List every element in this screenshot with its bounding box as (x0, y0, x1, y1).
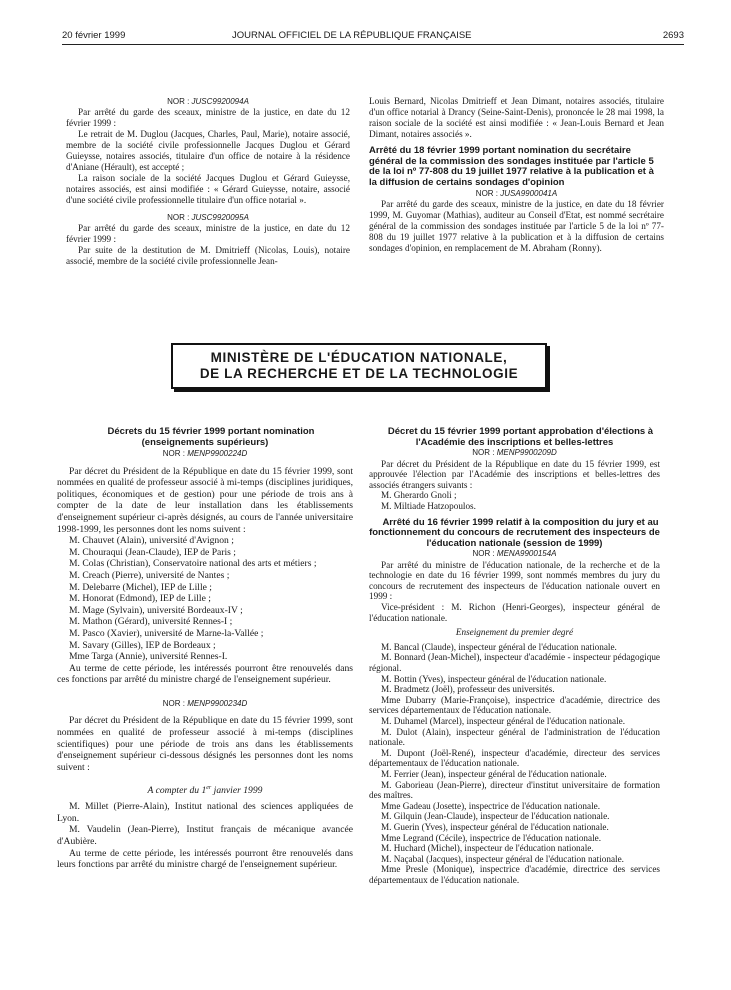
ministry-line-1: MINISTÈRE DE L'ÉDUCATION NATIONALE, (210, 350, 508, 365)
header-journal: JOURNAL OFFICIEL DE LA RÉPUBLIQUE FRANÇAISE (232, 30, 472, 41)
article-title: Décret du 15 février 1999 portant approbation d'élections à l'Académie des inscriptions et belles-lettres (387, 426, 654, 448)
nor-label: NOR : MENP9900209D (472, 448, 557, 457)
paragraph: Louis Bernard, Nicolas Dmitrieff et Jean Dimant, notaires associés, titulaire d'un office notarial à Drancy (Seine-Saint-Denis), prononcée le 28 mai 1998, la raison sociale de la société est ainsi modifiée : « Jean-Louis Bernard et Jean Dimant, notaires associés ». (369, 96, 664, 139)
list-item: M. Bottin (Yves), inspecteur général de l'éducation nationale. (381, 673, 607, 684)
ministry-line-2: DE LA RECHERCHE ET DE LA TECHNOLOGIE (199, 366, 519, 381)
header-page-number: 2693 (662, 30, 684, 41)
paragraph: Par arrêté du garde des sceaux, ministre de la justice, en date du 12 février 1999 : (66, 223, 350, 244)
list-item: M. Millet (Pierre-Alain), Institut national des sciences appliquées de Lyon. (57, 801, 353, 824)
section-subheading: A compter du 1er janvier 1999 (147, 785, 263, 797)
ministry-heading-box (171, 343, 547, 389)
list-item: M. Guerin (Yves), inspecteur général de l'éducation nationale. (381, 821, 609, 832)
list-item: M. Bonnard (Jean-Michel), inspecteur d'académie - inspecteur pédagogique régional. (369, 652, 660, 673)
paragraph: Vice-président : M. Richon (Henri-Georges), inspecteur général de l'éducation nationale. (369, 602, 660, 623)
list-item: Mme Gadeau (Josette), inspectrice de l'éducation nationale. (381, 800, 601, 811)
list-item: M. Gilquin (Jean-Claude), inspecteur de l'éducation nationale. (381, 811, 610, 822)
nor-label: NOR : MENP9900224D (162, 449, 248, 458)
list-item: Mme Legrand (Cécile), inspectrice de l'éducation nationale. (381, 832, 602, 843)
paragraph: La raison sociale de la société Jacques Duglou et Gérard Guieysse, notaires associés, est ainsi modifiée : « Gérard Guieysse, notaire, associé d'une société civile professionnelle titulaire d'un office notarial ». (66, 173, 350, 205)
list-item: M. Colas (Christian), Conservatoire national des arts et métiers ; (69, 558, 317, 570)
list-item: M. Bancal (Claude), inspecteur général de l'éducation nationale. (381, 641, 617, 652)
section-subheading: Enseignement du premier degré (455, 627, 574, 638)
list-item: M. Dupont (Joël-René), inspecteur d'académie, directeur des services départementaux de l'éducation nationale. (369, 747, 660, 769)
jury-member-list (369, 642, 660, 886)
nor-label: NOR : MENA9900154A (472, 549, 557, 559)
list-item: Mme Targa (Annie), université Rennes-I. (69, 651, 228, 663)
list-item: M. Miltiade Hatzopoulos. (381, 500, 476, 511)
list-item: M. Delebarre (Michel), IEP de Lille ; (69, 581, 212, 593)
paragraph: Par décret du Président de la République en date du 15 février 1999, sont nommées en qualité de professeur associé à mi-temps (disciplines scientifiques) pour une période de trois ans dans les établissements d'enseignement supérieur ci-dessous désignés les personnes dont les noms suivent : (57, 715, 353, 773)
nor-label: NOR : JUSA9900041A (475, 189, 558, 198)
list-item: M. Gaborieau (Jean-Pierre), directeur d'institut universitaire de formation des maîtres. (369, 779, 660, 801)
list-item: M. Huchard (Michel), inspecteur de l'éducation nationale. (381, 843, 594, 854)
list-item: M. Chauvet (Alain), université d'Avignon ; (69, 535, 234, 547)
header-date: 20 février 1999 (62, 30, 126, 41)
list-item: M. Honorat (Edmond), IEP de Lille ; (69, 593, 211, 605)
list-item: M. Pasco (Xavier), université de Marne-la-Vallée ; (69, 627, 264, 639)
list-item: M. Mathon (Gérard), université Rennes-I ; (69, 616, 233, 628)
bottom-right-column (369, 427, 660, 885)
list-item: M. Dulot (Alain), inspecteur général de l'administration de l'éducation nationale. (369, 726, 660, 748)
paragraph: Par arrêté du garde des sceaux, ministre de la justice, en date du 18 février 1999, M. Guyomar (Mathias), auditeur au Conseil d'Etat, est nommé secrétaire général de la commission des sondages instituée par l'article 5 de la loi nº 77-808 du 19 juillet 1977 relative à la publication et à la diffusion de certains sondages d'opinion, en remplacement de M. Abraham (Ronny). (369, 199, 664, 253)
list-item: M. Naçabal (Jacques), inspecteur général de l'éducation nationale. (381, 853, 624, 864)
top-left-column (66, 96, 350, 267)
nor-label: NOR : MENP9900234D (162, 698, 248, 708)
list-item: Mme Dubarry (Marie-Françoise), inspectrice d'académie, directrice des services départementaux de l'éducation nationale. (369, 694, 660, 716)
article-title: Arrêté du 16 février 1999 relatif à la composition du jury et au fonctionnement du concours de recrutement des inspecteurs de l'éducation nationale (session de 1999) (369, 516, 660, 549)
top-right-column (369, 96, 664, 254)
paragraph: Au terme de cette période, les intéressés pourront être renouvelés dans leurs fonctions par arrêté du ministre chargé de l'enseignement supérieur. (57, 847, 353, 871)
article-title: Décrets du 15 février 1999 portant nomination (enseignements supérieurs) (107, 426, 315, 448)
list-item: M. Bradmetz (Joël), professeur des universités. (381, 684, 555, 695)
list-item: M. Vaudelin (Jean-Pierre), Institut français de mécanique avancée d'Aubière. (57, 824, 353, 847)
appointee-list (57, 535, 353, 663)
list-item: M. Gherardo Gnoli ; (381, 490, 457, 501)
paragraph: Au terme de cette période, les intéressés pourront être renouvelés dans ces fonctions par arrêté du ministre chargé de l'enseignement supérieur. (57, 662, 353, 686)
appointee-list (57, 801, 353, 847)
list-item: M. Ferrier (Jean), inspecteur général de l'éducation nationale. (381, 768, 607, 779)
article-title: Arrêté du 18 février 1999 portant nomination du secrétaire général de la commission des sondages instituée par l'article 5 de la loi nº 77-808 du 19 juillet 1977 relative à la publication et à la diffusion de certains sondages d'opinion (369, 145, 654, 188)
paragraph: Le retrait de M. Duglou (Jacques, Charles, Paul, Marie), notaire associé, membre de la société civile professionnelle Jacques Duglou et Gérard Guieysse, notaires associés, titulaire d'un office de notaire à la résidence d'Aniane (Hérault), est accepté ; (66, 129, 350, 172)
list-item: M. Creach (Pierre), université de Nantes ; (69, 569, 230, 581)
page-header (62, 28, 684, 45)
bottom-left-column (57, 427, 353, 871)
list-item: M. Savary (Gilles), IEP de Bordeaux ; (69, 639, 216, 651)
paragraph: Par décret du Président de la République en date du 15 février 1999, sont nommées en qualité de professeur associé à mi-temps (disciplines juridiques, politiques, économiques et de gestion) pour une période de trois ans à compter de la date de leur installation dans les établissements d'enseignement supérieur ci-après désignés, au cours de l'année universitaire 1998-1999, les personnes dont les noms suivent : (57, 465, 353, 535)
nor-label: NOR : JUSC9920095A (167, 213, 249, 222)
paragraph: Par suite de la destitution de M. Dmitrieff (Nicolas, Louis), notaire associé, membre de la société civile professionnelle Jean- (66, 245, 350, 266)
list-item: Mme Presle (Monique), inspectrice d'académie, directrice des services départementaux de l'éducation nationale. (369, 864, 660, 885)
list-item: M. Chouraqui (Jean-Claude), IEP de Paris ; (69, 546, 236, 558)
list-item: M. Mage (Sylvain), université Bordeaux-IV ; (69, 604, 243, 616)
nor-label: NOR : JUSC9920094A (167, 97, 249, 106)
elected-list (369, 490, 660, 511)
list-item: M. Duhamel (Marcel), inspecteur général de l'éducation nationale. (381, 715, 626, 726)
paragraph: Par arrêté du ministre de l'éducation nationale, de la recherche et de la technologie en date du 16 février 1999, sont nommés membres du jury du concours de recrutement des inspecteurs de l'éducation nationale ouvert en 1999 : (369, 559, 660, 602)
paragraph: Par décret du Président de la République en date du 15 février 1999, est approuvée l'élection par l'Académie des inscriptions et belles-lettres des associés étrangers suivants : (369, 458, 660, 490)
paragraph: Par arrêté du garde des sceaux, ministre de la justice, en date du 12 février 1999 : (66, 107, 350, 128)
